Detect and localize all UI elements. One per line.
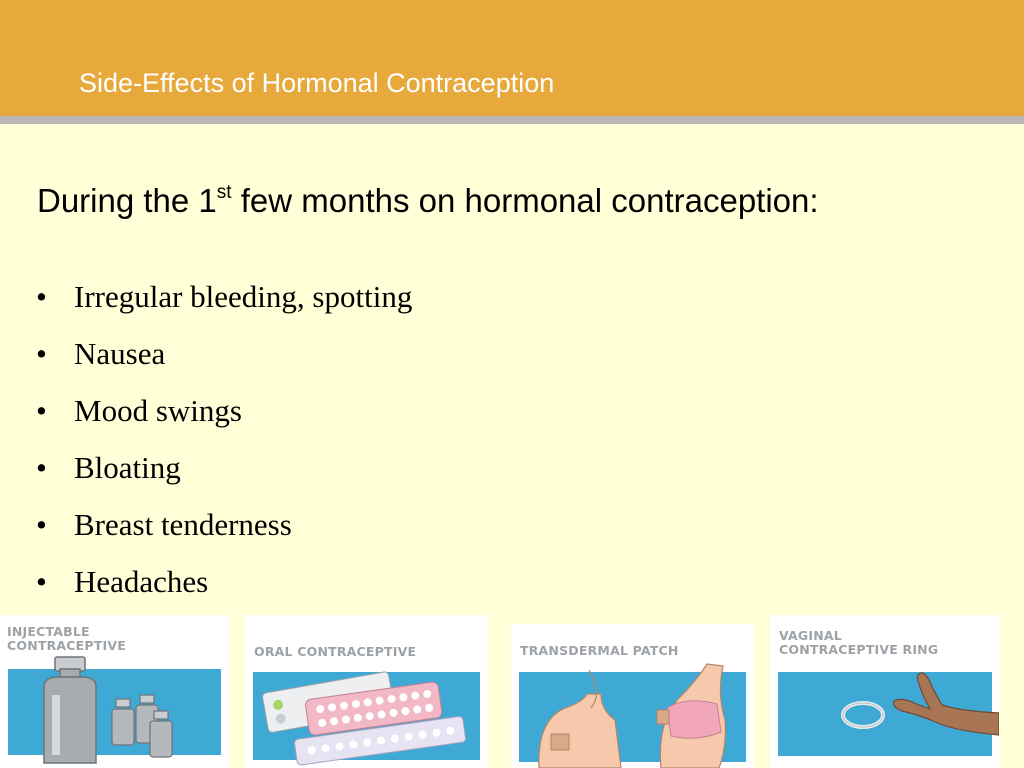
bullet-icon: • <box>36 507 47 542</box>
list-item <box>36 392 412 449</box>
lead-suffix: few months on hormonal contraception: <box>231 182 819 219</box>
list-item <box>36 563 412 620</box>
bullet-icon: • <box>36 393 47 428</box>
ring-card <box>770 615 999 768</box>
pill-packs-illustration-icon <box>245 615 488 768</box>
side-effects-list <box>36 278 412 620</box>
lead-prefix: During the 1 <box>37 182 217 219</box>
list-item <box>36 506 412 563</box>
lead-sentence <box>37 182 819 220</box>
lead-superscript: st <box>216 182 232 203</box>
list-item-text: Nausea <box>74 336 166 371</box>
list-item-text: Bloating <box>74 450 181 485</box>
bullet-icon: • <box>36 279 47 314</box>
list-item <box>36 278 412 335</box>
list-item-text: Breast tenderness <box>74 507 292 542</box>
title-bar-divider <box>0 116 1024 124</box>
injectable-label: INJECTABLE CONTRACEPTIVE <box>7 624 126 653</box>
list-item-text: Irregular bleeding, spotting <box>74 279 413 314</box>
slide-title: Side-Effects of Hormonal Contraception <box>79 68 555 98</box>
vials-illustration-icon <box>0 615 229 768</box>
ring-label: VAGINAL CONTRACEPTIVE RING <box>779 628 939 657</box>
list-item-text: Headaches <box>74 564 209 599</box>
list-item-text: Mood swings <box>74 393 242 428</box>
ring-in-hand-illustration-icon <box>770 615 999 768</box>
patch-on-body-illustration-icon <box>511 624 754 768</box>
bullet-icon: • <box>36 336 47 371</box>
oral-card <box>245 615 488 768</box>
list-item <box>36 449 412 506</box>
injectable-card <box>0 615 229 768</box>
patch-card <box>511 624 754 768</box>
oral-label: ORAL CONTRACEPTIVE <box>254 644 417 659</box>
bullet-icon: • <box>36 564 47 599</box>
patch-label: TRANSDERMAL PATCH <box>520 643 679 658</box>
bullet-icon: • <box>36 450 47 485</box>
list-item <box>36 335 412 392</box>
